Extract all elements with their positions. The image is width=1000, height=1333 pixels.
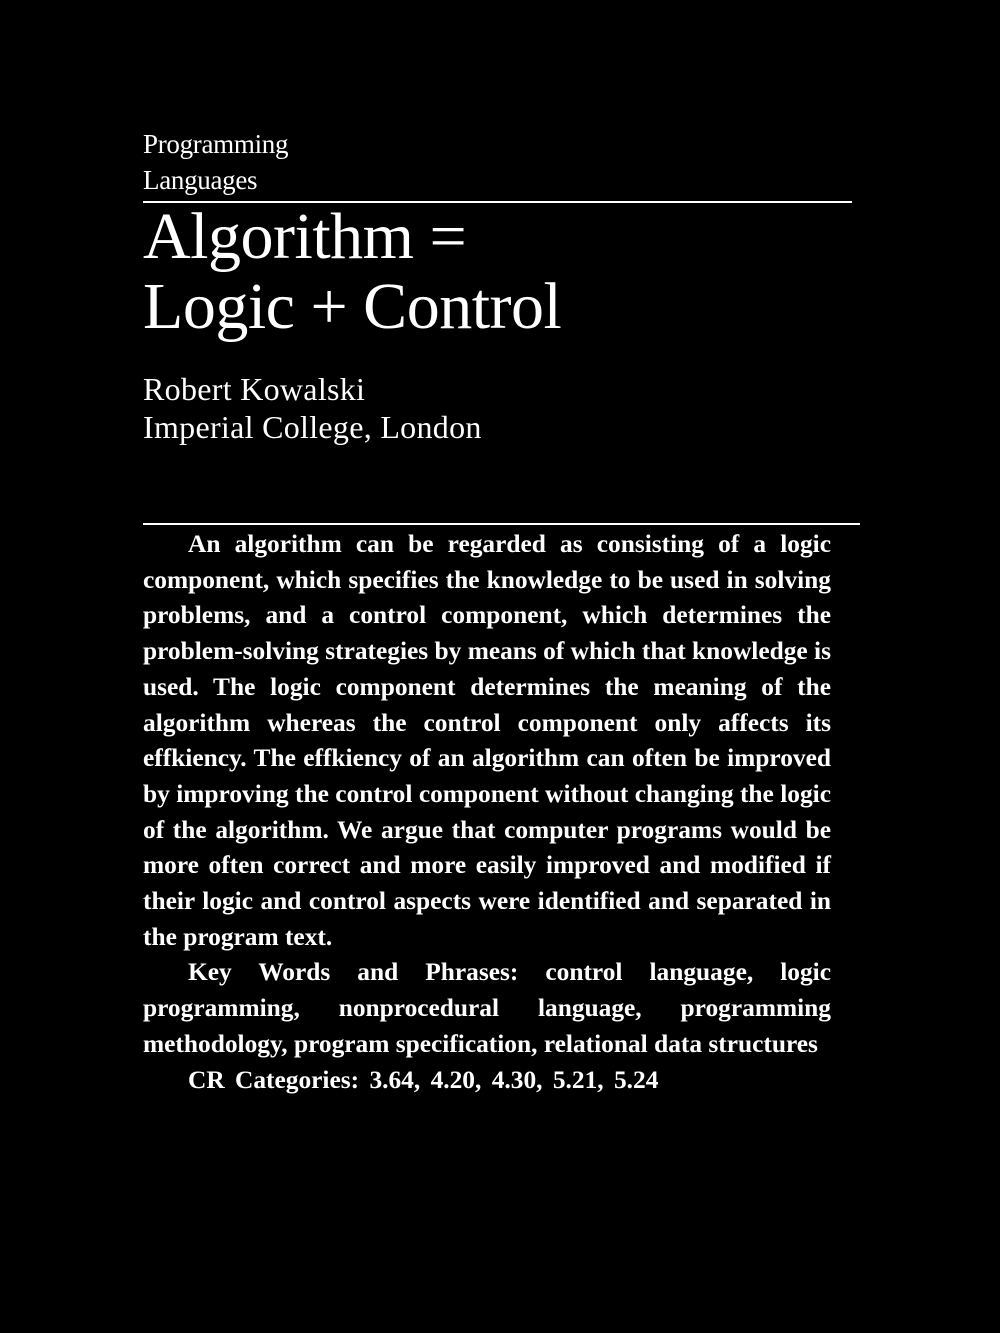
keywords: Key Words and Phrases: control language, logic programming, nonprocedural language, programming methodology, program specification, relational data structures [143,958,831,1058]
section-label-line1: Programming [143,129,289,159]
abstract [143,527,831,1098]
abstract-text: An algorithm can be regarded as consisting of a logic component, which specifies the knowledge to be used in solving problems, and a control component, which determines the problem-solving strategies by means of which that knowledge is used. The logic component determines the meaning of the algorithm whereas the control component only affects its effkiency. The effkiency of an algorithm can often be improved by improving the control component without changing the logic of the algorithm. We argue that computer programs would be more often correct and more easily improved and modified if their logic and control aspects were identified and separated in the program text. [143,530,831,951]
author-affiliation: Imperial College, London [143,409,482,445]
cr-categories: CR Categories: 3.64, 4.20, 4.30, 5.21, 5.24 [188,1065,659,1094]
author-name: Robert Kowalski [143,371,366,407]
author-block [143,370,482,446]
abstract-divider [143,523,860,525]
title-line2: Logic + Control [143,270,562,343]
paper-title [143,202,561,342]
section-label [143,126,288,198]
section-label-line2: Languages [143,165,258,195]
title-line1: Algorithm = [143,200,467,273]
